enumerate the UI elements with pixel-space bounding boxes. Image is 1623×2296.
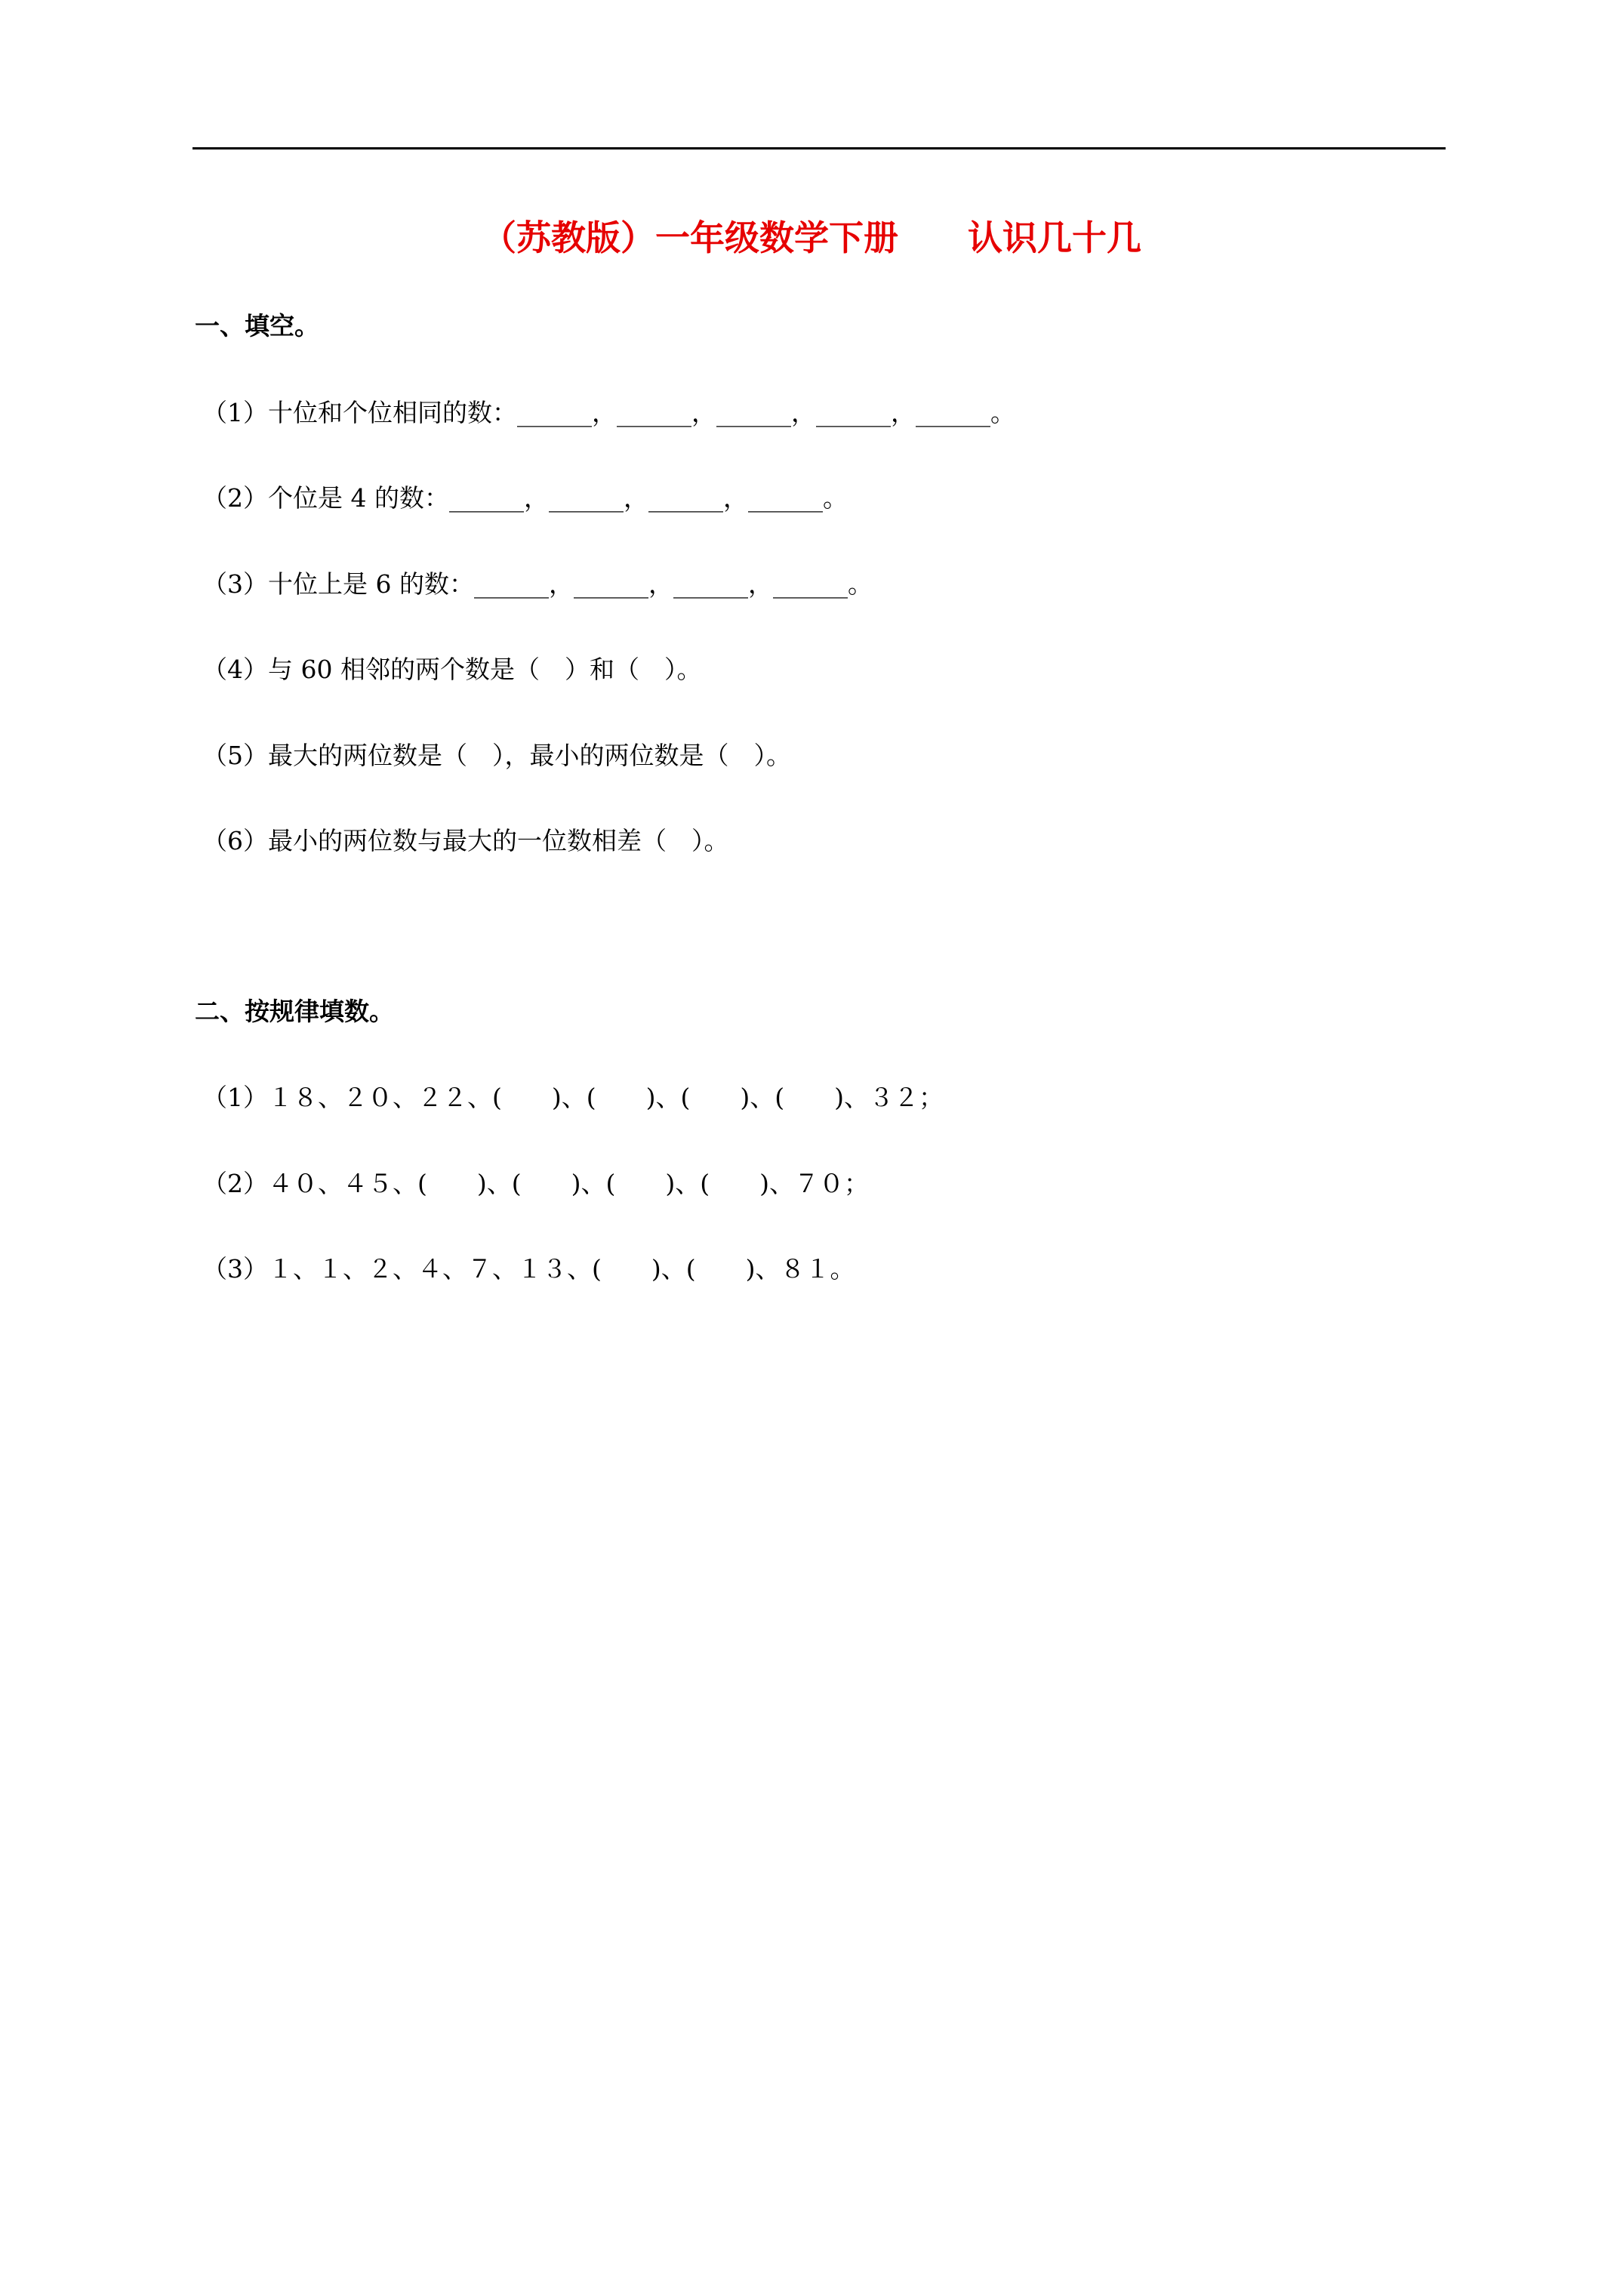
- question-1-1: （1）十位和个位相同的数：______，______，______，______，______。: [202, 398, 1015, 427]
- question-1-2: （2）个位是 4 的数：______，______，______，______。: [202, 483, 848, 513]
- section-heading-fill-blanks: 一、填空。: [195, 311, 319, 341]
- header-rule: [192, 147, 1446, 149]
- section-heading-number-patterns: 二、按规律填数。: [195, 997, 394, 1026]
- question-1-4: （4）与 60 相邻的两个数是（ ）和（ ）。: [202, 655, 702, 684]
- question-2-3: （3）１、１、２、４、７、１３、( )、( )、８１。: [202, 1254, 855, 1284]
- question-1-3: （3）十位上是 6 的数：______，______，______，______。: [202, 569, 873, 599]
- document-title: （苏教版）一年级数学下册 认识几十几: [482, 217, 1141, 258]
- question-2-2: （2）４０、４５、( )、( )、( )、( )、７０；: [202, 1169, 869, 1198]
- question-1-5: （5）最大的两位数是（ ），最小的两位数是（ ）。: [202, 741, 791, 770]
- question-1-6: （6）最小的两位数与最大的一位数相差（ ）。: [202, 826, 729, 855]
- question-2-1: （1）１８、２０、２２、( )、( )、( )、( )、３２；: [202, 1083, 944, 1112]
